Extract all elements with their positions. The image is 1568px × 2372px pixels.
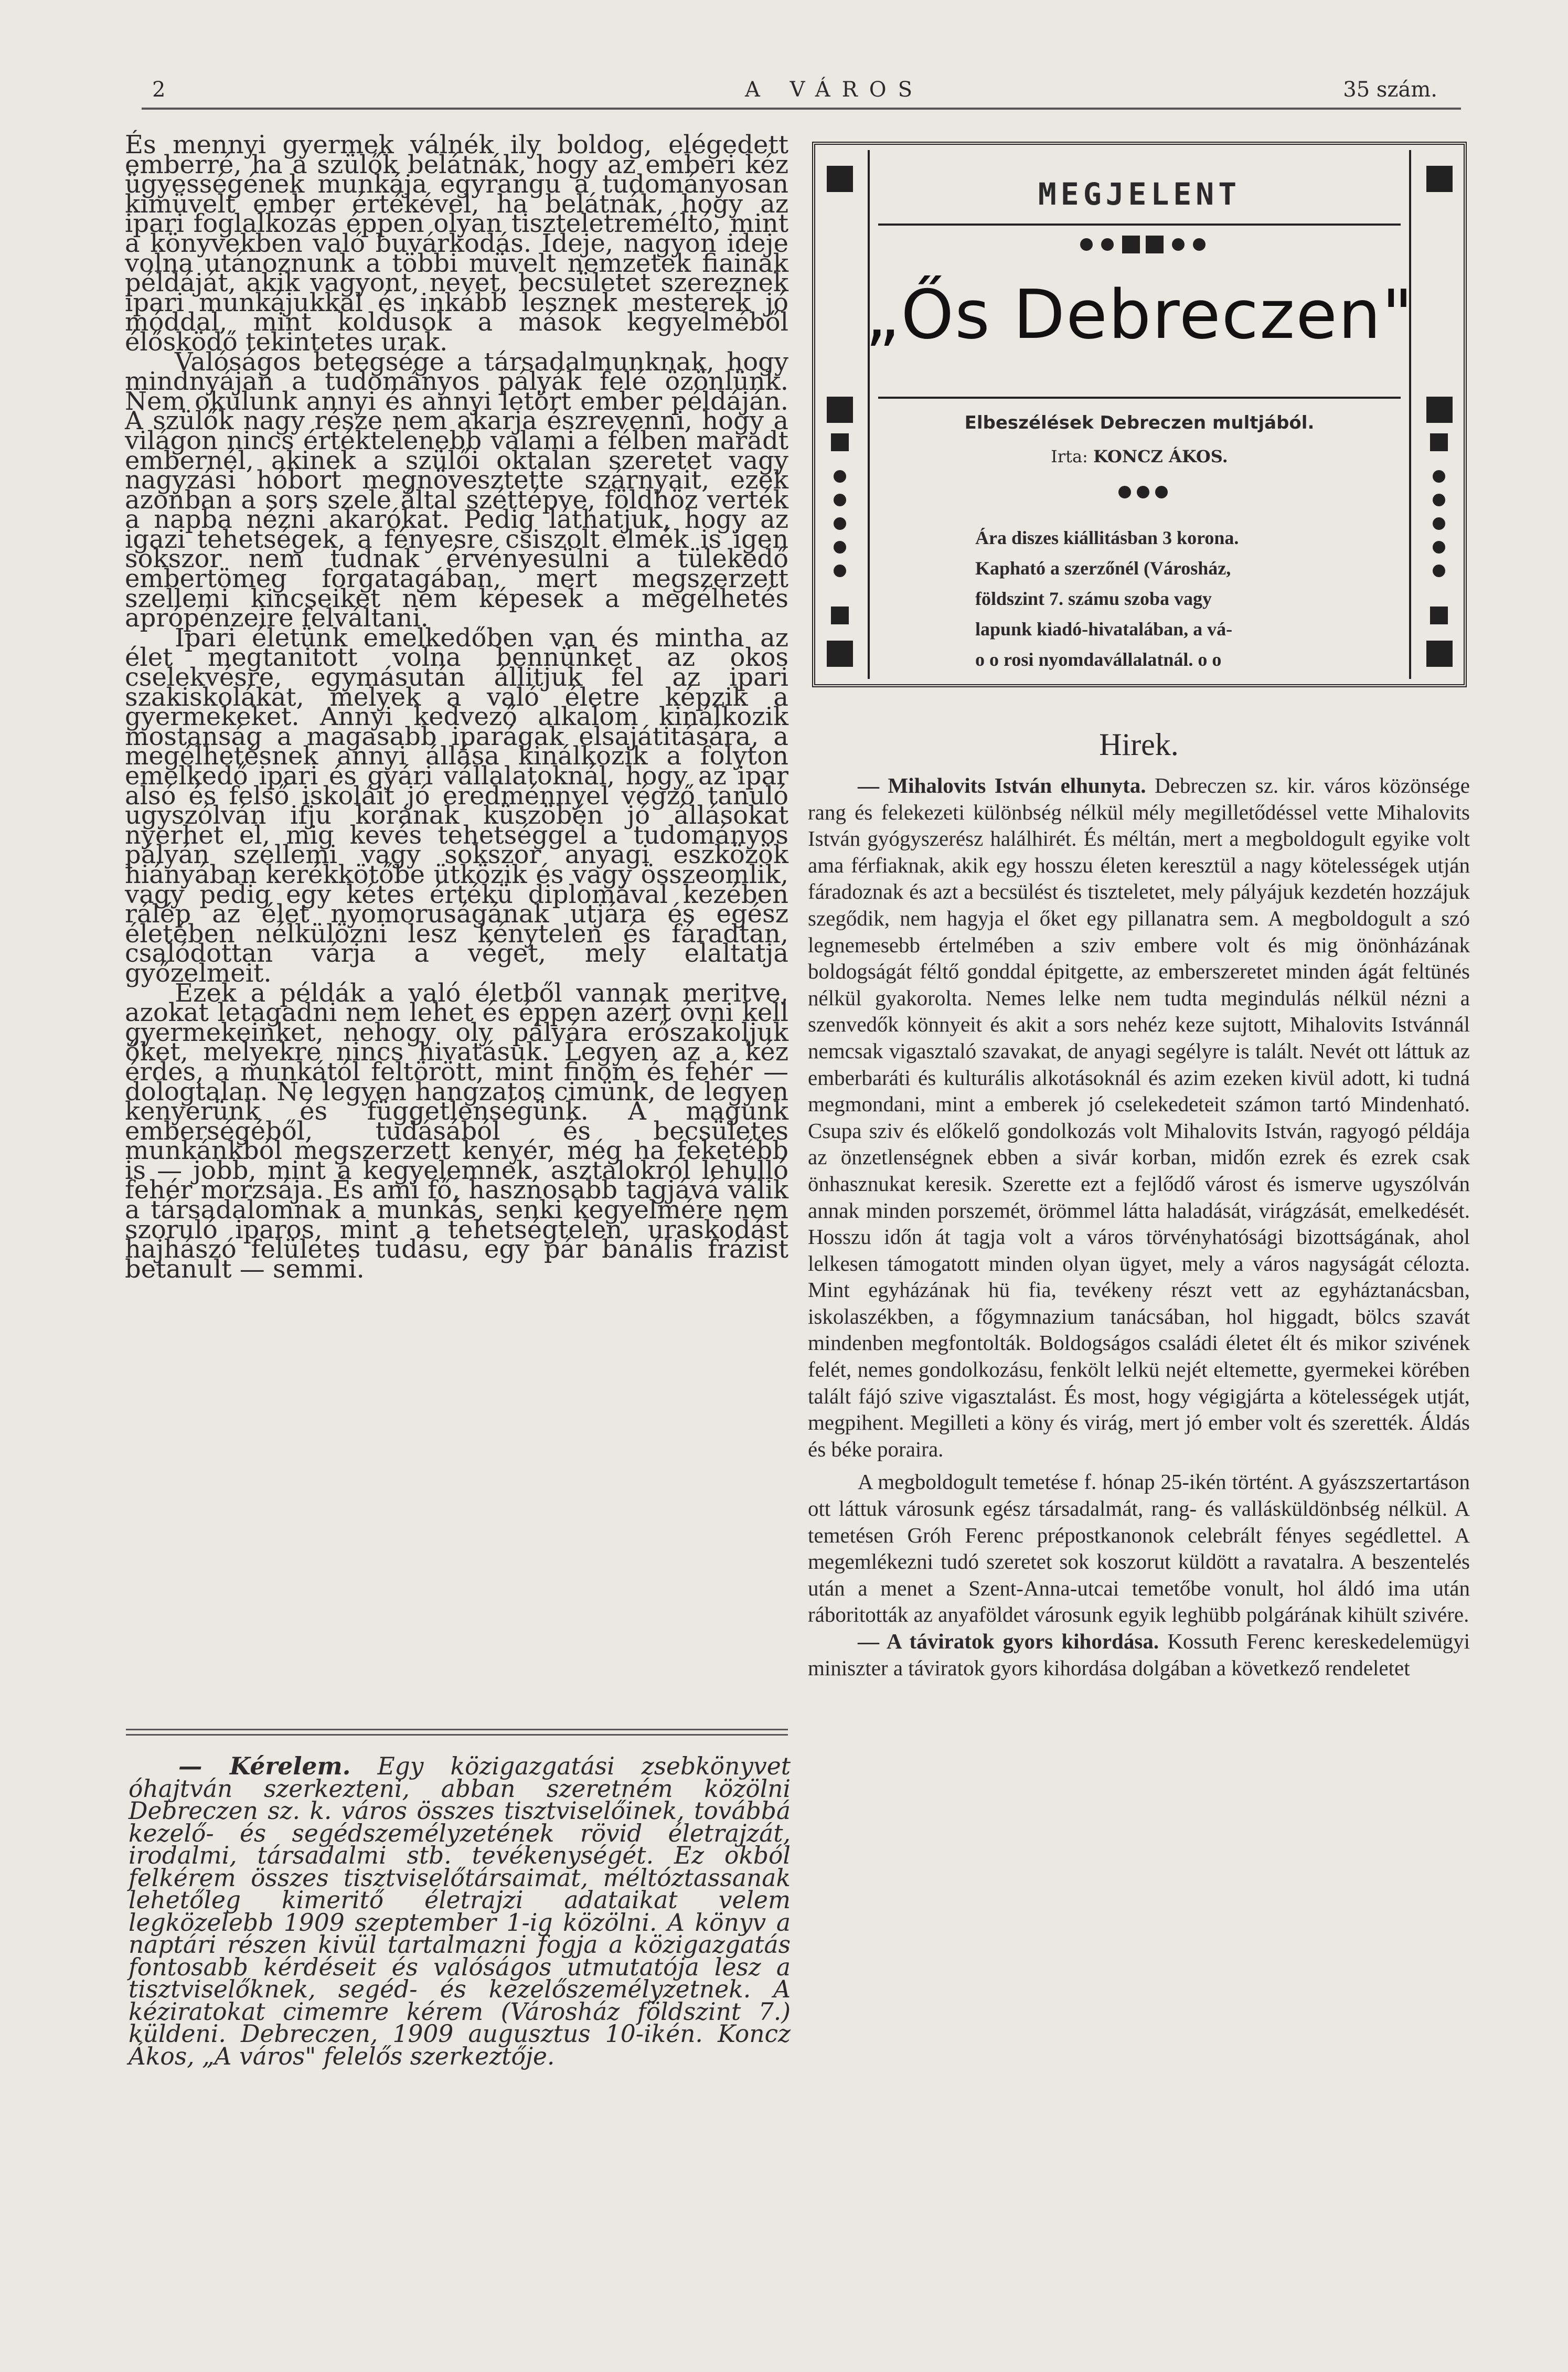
page-number: 2: [152, 78, 166, 102]
news-item-title: — Mihalovits István elhunyta.: [858, 773, 1146, 797]
request-notice: [129, 1752, 791, 2070]
column-divider: [126, 1734, 788, 1736]
news-item-text: Kossuth Ferenc kereskedelemügyi miniszter a táviratok gyors kihordása dolgában a következő rendeletet: [808, 1629, 1470, 1680]
price-line: földszint 7. számu szoba vagy: [975, 588, 1212, 609]
ornament-dot-icon: [1433, 517, 1445, 530]
article-paragraph: Ipari életünk emelkedőben van és mintha az élet megtanitott volna bennünket az okos cselekvésre, egymásután állitjuk fel az ipari szakiskolákat, melyek a való életre képzik a gyermekeket. Annyi kedvező alkalom kinálkozik mostanság a magasabb iparágak elsajátitására, a megélhetésnek annyi állása kinálkozik a folyton emelkedő ipari és gyári vállalatoknál, hogy az ipar alsó és felső iskoláit jó eredménnyel végző tanuló ugyszólván ifju korának küszöbén jó állásokat nyerhet el, mig kevés tehetséggel a tudományos pályán szellemi vagy sokszor anyagi eszközök hiányában kerékkötőbe ütközik és vagy összeomlik, vagy pedig egy kétes értékü diplomával kezében rálép az élet nyomoruságának utjára és egész életében nélkülözni lesz kénytelen és fáradtan, csalódottan várja a véget, mely elaltatja győzelmeit.: [125, 623, 788, 988]
ornament-dot-icon: [834, 565, 846, 577]
article-paragraph: És mennyi gyermek válnék ily boldog, elégedett emberré, ha a szülők belátnák, hogy az emberi kéz ügyességének munkája egyrangu a tudományosan kimüvelt ember értékével, ha belátnák, hogy az ipari foglalkozás éppen olyan tiszteletreméltó, mint a könyvekben való buvárkodás. Ideje, nagyon ideje volna utánoznunk a többi müvelt nemzetek fiainak példáját, akik vagyont, nevet, becsületet szereznek ipari munkájukkal és inkább lesznek mesterek jó móddal, mint koldusok a mások kegyelméből élősködő tekintetes urak.: [125, 130, 788, 357]
ad-rule: [878, 397, 1401, 399]
news-item-title: — A táviratok gyors kihordása.: [858, 1629, 1159, 1653]
ornament-square-icon: [827, 641, 853, 667]
ornament-dot-icon: [1101, 238, 1114, 251]
ornament-square-icon: [831, 607, 849, 624]
ornament-dot-icon: [1433, 541, 1445, 554]
book-author: [815, 446, 1464, 466]
news-item-paragraph: A megboldogult temetése f. hónap 25-ikén történt. A gyászszertartáson ott láttuk városunk egész társadalmát, rang- és vallásküldönbség nélkül. A temetésen Gróh Ferenc prépostkanonok celebrált fényes segédlettel. A megemlékezni tudó szeretet sok koszorut küldött a ravatalra. A beszentelés után a menet a Szent-Anna-utcai temetőbe vonult, hol áldó ima után ráboritották az anyaföldet városunk egyik leghübb polgárának kihült szivére.: [808, 1470, 1470, 1627]
news-column: [808, 772, 1470, 1681]
notice-body: Egy közigazgatási zsebkönyvet óhajtván szerkezteni, abban szeretném közölni Debreczen sz. k. város összes tisztviselőinek, továbbá kezelő- és segédszemélyzetének rövid életrajzát, irodalmi, társadalmi stb. tevékenységét. Ez okból felkérem összes tisztviselőtársaimat, méltóztassanak lehetőleg kimeritő életrajzi adataikat velem legközelebb 1909 szeptember 1-ig közölni. A könyv a naptári részen kivül tartalmazni fogja a közigazgatás fontosabb kérdéseit és valóságos utmutatója lesz a tisztviselőknek, segéd- és kezelőszemélyzetnek. A kéziratokat cimemre kérem (Városház földszint 7.) küldeni. Debreczen, 1909 augusztus 10-ikén. Koncz Ákos, „A város" felelős szerkeztője.: [129, 1752, 791, 2070]
article-paragraph: Valóságos betegsége a társadalmunknak, hogy mindnyájan a tudományos pályák felé özönlünk. Nem okulunk annyi és annyi letört ember példáján. A szülők nagy része nem akarja észrevenni, hogy a világon nincs értéktelenebb valami a félben maradt embernél, akinek a szülői oktalan szeretet vagy nagyzási hóbort megnövesztette szárnyait, ezek azonban a sors szele által széttépve, földhöz verték a napba nézni akarókat. Pedig láthatjuk, hogy az igazi tehetségek, a fényesre csiszolt elmék is igen sokszor nem tudnak érvényesülni a tülekedő embertömeg forgatagában, mert megszerzett szellemi kincseiket nem képesek a megélhetés aprópénzeire felváltani.: [125, 347, 788, 633]
book-title: „Ős Debreczen": [865, 276, 1414, 354]
article-paragraph: Ezek a példák a való életből vannak meritve, azokat letagadni nem lehet és éppen azért óvni kell gyermekeinket, nehogy oly pályára erőszakoljuk őket, melyekre nincs hivatásuk. Legyen az a kéz érdes, a munkától feltörött, mint finom és fehér — dologtalan. Ne legyen hangzatos cimünk, de legyen kenyerünk és függetlenségünk. A magunk emberségéből, tudásából és becsületes munkánkból megszerzett kenyér, még ha feketébb is — jobb, mint a kegyelemnek, asztalokról lehulló fehér morzsája. És ami fő, hasznosabb tagjává válik a társadalomnak a munkás, senki kegyelmére nem szoruló iparos, mint a tehetségtelen, uraskodást hajhászó felületes tudásu, egy pár banális frázist betanult — semmi.: [125, 978, 788, 1284]
book-subtitle: Elbeszélések Debreczen multjából.: [964, 412, 1315, 433]
ornament-dot-icon: [1193, 238, 1206, 251]
ornament-dot-icon: [834, 541, 846, 554]
left-column-article: [125, 130, 788, 1284]
price-line: Kapható a szerzőnél (Városház,: [975, 558, 1231, 579]
ornament-dot-icon: [1080, 238, 1093, 251]
author-name: KONCZ ÁKOS.: [1093, 446, 1228, 466]
newspaper-title: A VÁROS: [745, 78, 924, 102]
ad-rule: [878, 224, 1401, 226]
news-section-title: Hirek.: [1099, 727, 1179, 762]
author-prefix: Irta:: [1051, 446, 1088, 466]
issue-number: 35 szám.: [1343, 78, 1437, 102]
price-line: Ára diszes kiállitásban 3 korona.: [975, 527, 1239, 548]
ornament-dot-icon: [834, 470, 846, 483]
ornament-dot-icon: [1433, 565, 1445, 577]
news-item: [808, 1628, 1470, 1681]
ornament-dot-icon: [1172, 238, 1185, 251]
page-header: [126, 73, 1458, 110]
ornament-dot-icon: [1137, 486, 1149, 498]
ornament-dot-icon: [1433, 470, 1445, 483]
notice-title: — Kérelem.: [178, 1752, 351, 1780]
price-line: o o rosi nyomdavállalatnál. o o: [975, 649, 1222, 670]
ad-heading: MEGJELENT: [1038, 176, 1241, 212]
ornament-square-icon: [1430, 607, 1448, 624]
ornament-dot-icon: [834, 494, 846, 506]
book-advertisement: [812, 142, 1467, 687]
news-item: [808, 772, 1470, 1462]
header-rule: [142, 108, 1461, 110]
price-line: lapunk kiadó-hivatalában, a vá-: [975, 619, 1233, 640]
ornament-dot-icon: [834, 517, 846, 530]
ornament-dot-icon: [1118, 486, 1131, 498]
news-item-text: Debreczen sz. kir. város közönsége rang és felekezeti különbség nélkül mély megilletődéssel vette Mihalovits István gyógyszerész halálhirét. És méltán, mert a megboldogult egyike volt ama férfiaknak, akik egy hosszu életen keresztül a nagy kötelességek utján fáradoznak és azt a becsülést és tiszteletet, mely pályájuk kezdetén hozzájuk szegődik, nem hagyja el őket egy pillanatra sem. A megboldogult a szó legnemesebb értelmében a sziv embere volt és mig önönházának boldogságát féltő gonddal épitgette, az emberszeretet minden ágát feltünés nélkül gyakorolta. Nemes lelke nem tudta megindulás nélkül nézni a szenvedők könnyeit és akit a sors nehéz keze sujtott, Mihalovits Istvánnál nemcsak vigasztaló szavakat, de anyagi segélyre is talált. Nevét ott láttuk az emberbaráti és kulturális alkotásoknál és azim ezeken kivül adott, ki tudná megmondani, mint a emberek jó cselekedeteit számon tartó Mindenható. Csupa sziv és előkelő gondolkozás volt Mihalovits István, ragyogó példája az önzetlenségnek ebben a sivár korban, midőn ezrek és ezrek csak önhasznukat keresik. Szerette ezt a fejlődő várost és ismerve ugyszólván annak minden porszemét, örömmel látta haladását, virágzását, emelkedését. Hosszu időn át tagja volt a város törvényhatósági bizottságának, ahol lelkesen támogatott minden olyan ügyet, mely a város nagyságát célozta. Mint egyházának hü fia, tevékeny részt vett az egyháztanácsban, iskolaszékben, a főgymnazium tanácsában, hol higgadt, bölcs szavát mindenben megfontolták. Boldogságos családi életet élt és mikor szivének felét, nemes gondolkozásu, fenkölt lelkü nejét eltemette, gyermekei körében talált fájó szive vigasztalást. És most, hogy végigjárta a kötelességek utját, megpihent. Megilleti a köny és virág, mert jó ember volt és szerették. Áldás és béke poraira.: [808, 773, 1470, 1461]
column-divider: [126, 1729, 788, 1730]
ornament-dot-icon: [1433, 494, 1445, 506]
ornament-square-icon: [1146, 236, 1164, 253]
ornament-square-icon: [1122, 236, 1140, 253]
ornament-dot-icon: [1155, 486, 1168, 498]
ornament-square-icon: [1426, 641, 1453, 667]
price-info: [975, 523, 1300, 675]
